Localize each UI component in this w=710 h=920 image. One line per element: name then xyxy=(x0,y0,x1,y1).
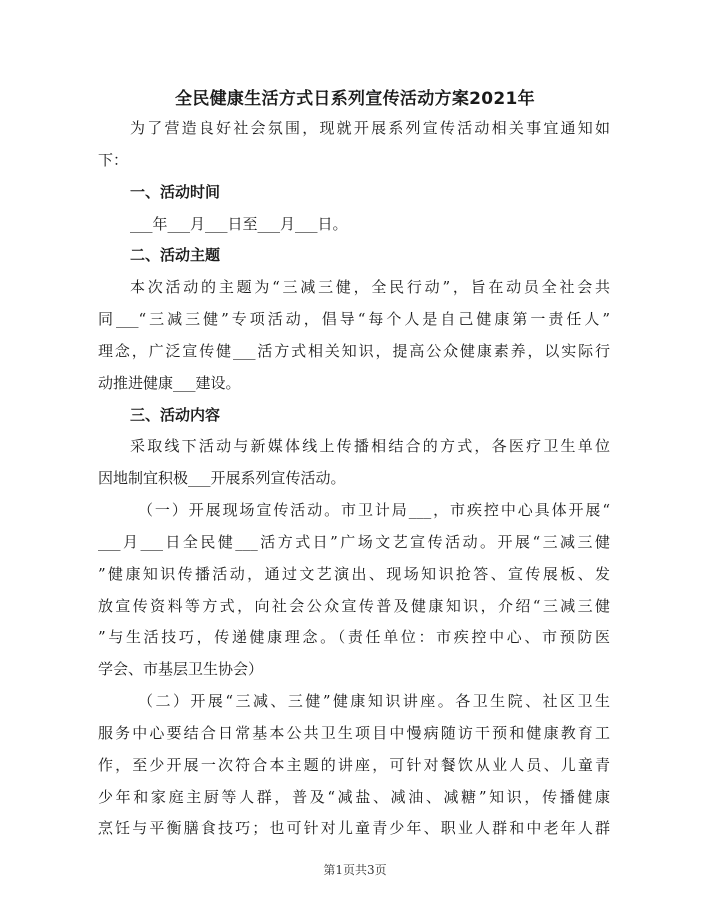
paragraph-line: 烹饪与平衡膳食技巧；也可针对儿童青少年、职业人群和中老年人群 xyxy=(98,819,610,837)
paragraph-line: 放宣传资料等方式，向社会公众宣传普及健康知识，介绍“三减三健 xyxy=(98,597,610,615)
paragraph-line: 少年和家庭主厨等人群，普及“减盐、减油、减糖”知识，传播健康 xyxy=(98,788,610,806)
paragraph-line: 服务中心要结合日常基本公共卫生项目中慢病随访干预和健康教育工 xyxy=(98,724,610,742)
paragraph-line: 作，至少开展一次符合本主题的讲座，可针对餐饮从业人员、儿童青 xyxy=(98,756,610,774)
paragraph-line: 本次活动的主题为“三减三健，全民行动”，旨在动员全社会共 xyxy=(130,278,610,296)
page-number-footer: 第1页共3页 xyxy=(323,863,387,877)
paragraph-line: ___年___月___日至___月___日。 xyxy=(130,215,348,233)
paragraph-line: 学会、市基层卫生协会） xyxy=(98,660,264,678)
paragraph-line: 因地制宜积极___开展系列宣传活动。 xyxy=(98,469,346,487)
section-heading: 三、活动内容 xyxy=(130,406,221,424)
paragraph-line: 下： xyxy=(98,151,129,169)
paragraph-line: 采取线下活动与新媒体线上传播相结合的方式，各医疗卫生单位 xyxy=(130,437,610,455)
paragraph-line: 同___“三减三健”专项活动，倡导“每个人是自己健康第一责任人” xyxy=(98,310,610,328)
document-title: 全民健康生活方式日系列宣传活动方案2021年 xyxy=(175,89,535,109)
section-heading: 一、活动时间 xyxy=(130,183,221,201)
paragraph-line: （二）开展“三减、三健”健康知识讲座。各卫生院、社区卫生 xyxy=(138,692,610,710)
paragraph-line: ”健康知识传播活动，通过文艺演出、现场知识抢答、宣传展板、发 xyxy=(98,565,610,583)
section-heading: 二、活动主题 xyxy=(130,246,221,264)
paragraph-line: （一）开展现场宣传活动。市卫计局___，市疾控中心具体开展“ xyxy=(138,501,610,519)
paragraph-line: 为了营造良好社会氛围，现就开展系列宣传活动相关事宜通知如 xyxy=(130,119,610,137)
paragraph-line: ”与生活技巧，传递健康理念。（责任单位：市疾控中心、市预防医 xyxy=(98,628,610,646)
paragraph-line: ___月___日全民健___活方式日”广场文艺宣传活动。开展“三减三健 xyxy=(98,533,610,551)
paragraph-line: 动推进健康___建设。 xyxy=(98,374,241,392)
paragraph-line: 理念，广泛宣传健___活方式相关知识，提高公众健康素养，以实际行 xyxy=(98,342,610,360)
